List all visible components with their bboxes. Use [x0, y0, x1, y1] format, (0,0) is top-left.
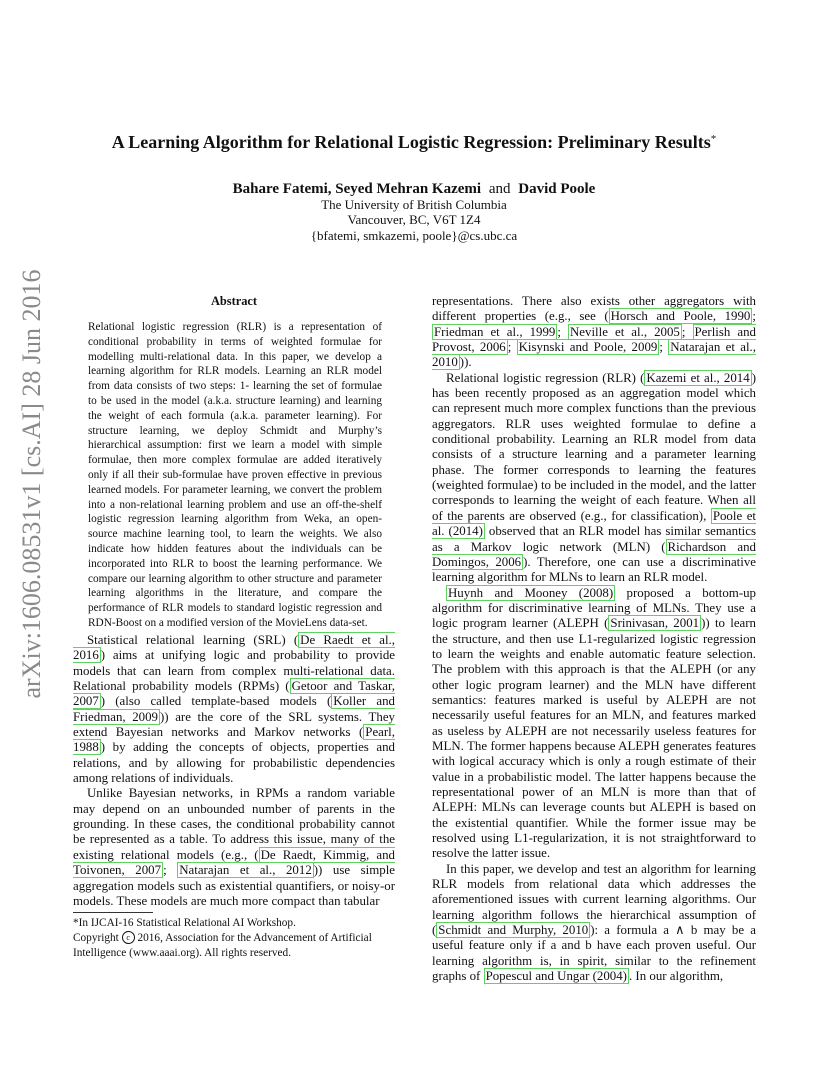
text-span: . In our algorithm, — [628, 969, 724, 984]
text-span: ) aims at unifying logic and probability to provide models that can learn from complex multi-relational data. Relational probability models (RPMs) ( — [73, 648, 395, 694]
right-column-body — [432, 294, 756, 984]
intro-paragraph-3 — [432, 371, 756, 586]
citation-link[interactable]: Richardson and Domingos, 2006 — [432, 539, 756, 569]
author-list — [0, 180, 828, 198]
text-span: ) (also called template-based models ( — [100, 694, 332, 709]
intro-paragraph-4 — [432, 586, 756, 862]
copyright-text: 2016, Association for the Advancement of Artificial Intelligence (www.aaai.org). All rights reserved. — [73, 931, 372, 959]
citation-link[interactable]: Kisynski and Poole, 2009 — [518, 340, 658, 355]
citation-link[interactable]: Kazemi et al., 2014 — [646, 370, 750, 385]
footnote-copyright — [73, 931, 395, 961]
footnote-rule — [73, 912, 153, 913]
copyright-icon: c — [122, 931, 135, 944]
citation-link[interactable]: Friedman et al., 1999 — [434, 324, 556, 339]
text-span: representations. There also exists other aggregators with different properties (e.g., see ( — [432, 294, 756, 324]
abstract-heading: Abstract — [210, 294, 258, 308]
left-column-body — [73, 633, 395, 909]
text-span: Unlike Bayesian networks, in RPMs a random variable may depend on an unbounded number of parents in the grounding. In these cases, the conditional probability cannot be represented as a table. To address this issue, many of the existing relational models (e.g., ( — [73, 786, 395, 862]
footnote — [73, 916, 395, 960]
affiliation-line-1: The University of British Columbia — [321, 197, 507, 212]
intro-paragraph-5 — [432, 862, 756, 985]
text-span: ) has been recently proposed as an aggregation model which can represent much more complex functions than the previous aggregators. RLR uses weighted formulae to define a conditional probability. Learning an RLR model from data consists of a structure learning and a parameter learning phase. The former corresponds to learning the features (weighted formulae) to be included in the model, and the latter corresponds to learning the weight of each feature. When all of the parents are observed (e.g., for classification), — [432, 370, 756, 523]
text-span: )) to learn the structure, and then use L1-regularized logistic regression to learn the weights and enable automatic feature selection. The problem with this approach is that the ALEPH (or any other logic program learner) and the MLN have different semantics: features marked is useful by ALEPH are not necessarily useful features for an MLN, and features marked as useless by ALEPH are not necessarily useless features for MLN. The former happens because ALEPH generates features with logical accuracy which is only a rough estimate of their value in a probabilistic model. The latter happens because the representational power of an MLN is more than that of ALEPH: MLNs can leverage counts but ALEPH is based on the existential quantifier. While the former issue may be resolved using L1-regularization, it is not straightforward to resolve the latter issue. — [432, 616, 756, 861]
text-span: proposed a bottom-up algorithm for discriminative learning of MLNs. They use a logic program learner (ALEPH ( — [432, 585, 756, 631]
title-text: A Learning Algorithm for Relational Logistic Regression: Preliminary Results — [111, 132, 711, 152]
citation-link[interactable]: Horsch and Poole, 1990 — [610, 309, 751, 324]
citation-link[interactable]: Huynh and Mooney (2008) — [448, 585, 614, 600]
citation-link[interactable]: Srinivasan, 2001 — [610, 616, 700, 631]
text-span: ; — [557, 324, 568, 339]
authors-first: Bahare Fatemi, Seyed Mehran Kazemi — [232, 181, 482, 197]
text-span: )) are the core of the SRL systems. They extend Bayesian networks and Markov networks ( — [73, 709, 395, 740]
citation-link[interactable]: Natarajan et al., 2010 — [432, 340, 756, 370]
text-span: ; — [752, 309, 756, 324]
text-span: observed that an RLR model has similar semantics as a Markov logic network (MLN) ( — [432, 524, 756, 554]
citation-link[interactable]: Koller and Friedman, 2009 — [73, 694, 395, 724]
citation-link[interactable]: Schmidt and Murphy, 2010 — [438, 923, 589, 938]
abstract-text: Relational logistic regression (RLR) is a representation of conditional probability in terms of weighted formulae for modelling multi-relational data. In this paper, we develop a learning algorithm for RLR models. Learning an RLR model from data consists of two steps: 1- learning the set of formulae to be used in the model (a.k.a. structure learning) and learning the weight of each formula (a.k.a. parameter learning). For structure learning, we deploy Schmidt and Murphy’s hierarchical assumption: first we learn a model with simple formulae, then more complex formulae are added iteratively only if all their sub-formulae have proven effective in previous learned models. For parameter learning, we convert the problem into a non-relational learning problem and use an off-the-shelf logistic regression learning algorithm from Weka, an open-source machine learning tool, to learn the weights. We also indicate how hidden features about the individuals can be incorporated into RLR to boost the learning performance. We compare our learning algorithm to other structure and parameter learning algorithms in the literature, and compare the performance of RLR models to standard logistic regression and RDN-Boost on a modified version of the MovieLens data-set. — [88, 321, 382, 629]
citation-link[interactable]: Neville et al., 2005 — [569, 324, 680, 339]
title-footnote-marker: * — [710, 133, 717, 145]
citation-link[interactable]: Natarajan et al., 2012 — [179, 863, 312, 878]
text-span: ; — [163, 863, 178, 878]
citation-link[interactable]: Popescul and Ungar (2004) — [485, 969, 627, 984]
copyright-label: Copyright — [73, 931, 119, 944]
citation-link[interactable]: De Raedt, Kimmig, and Toivonen, 2007 — [73, 847, 395, 878]
citation-link[interactable]: Poole et al. (2014) — [432, 508, 756, 539]
affiliation-emails: {bfatemi, smkazemi, poole}@cs.ubc.ca — [310, 228, 518, 243]
text-span: In this paper, we develop and test an algorithm for learning RLR models from relational data which addresses the aforementioned issues with current learning algorithms. Our learning algorithm follows the hierarchical assumption of ( — [432, 861, 756, 938]
intro-paragraph-2 — [73, 786, 395, 909]
intro-paragraph-2-continued — [432, 294, 756, 371]
authors-conjunction: and — [488, 181, 511, 197]
citation-link[interactable]: De Raedt et al., 2016 — [73, 633, 395, 663]
footnote-workshop: *In IJCAI-16 Statistical Relational AI Workshop. — [73, 917, 296, 929]
text-span: ). Therefore, one can use a discriminative learning algorithm for MLNs to learn an RLR model. — [432, 554, 756, 585]
affiliation-line-2: Vancouver, BC, V6T 1Z4 — [347, 212, 481, 227]
text-span: ; — [507, 340, 517, 355]
text-span: ): a formula a ∧ b may be a useful feature only if a and b have each proven useful. Our learning algorithm is, in spirit, similar to the refinement graphs of — [432, 923, 756, 984]
citation-link[interactable]: Perlish and Provost, 2006 — [432, 324, 756, 355]
text-span: Statistical relational learning (SRL) ( — [87, 633, 299, 647]
text-span: Relational logistic regression (RLR) ( — [446, 370, 645, 385]
intro-paragraph-1 — [73, 633, 395, 786]
text-span: ; — [681, 324, 693, 339]
paper-title — [0, 128, 828, 153]
citation-link[interactable]: Getoor and Taskar, 2007 — [73, 679, 396, 709]
citation-link[interactable]: Pearl, 1988 — [73, 725, 395, 755]
text-span: )). — [459, 355, 472, 370]
text-span: )) use simple aggregation models such as existential quantifiers, or noisy-or models. These models are much more compact than tabular — [73, 863, 395, 908]
arxiv-side-label: arXiv:1606.08531v1 [cs.AI] 28 Jun 2016 — [17, 269, 46, 699]
authors-last: David Poole — [518, 181, 596, 197]
text-span: ) by adding the concepts of objects, properties and relations, and by allowing for probabilistic dependencies among relations of individuals. — [73, 740, 395, 786]
text-span: ; — [659, 340, 669, 355]
